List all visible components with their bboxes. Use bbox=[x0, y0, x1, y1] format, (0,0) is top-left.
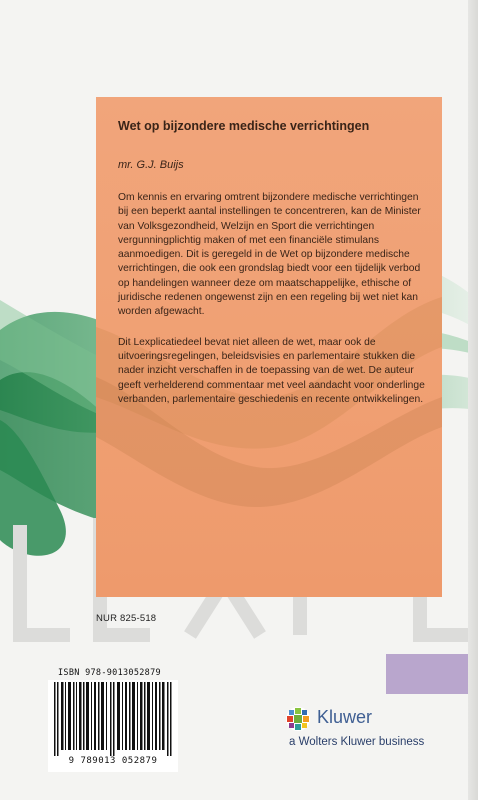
description-paragraph: Om kennis en ervaring omtrent bijzondere medische verrichtingen bij een beperkt aantal instellingen te concentreren, kan de Minister van Volksgezondheid, Welzijn en Sport die verrichtingen vergunningplichtig maken of met een financiële stimulans aanmoedigen. Dit is geregeld in de Wet op bijzondere medische verrichtingen, die ook een grondslag biedt voor een tijdelijk verbod op handelingen wanneer deze om maatschappelijke, ethische of juridische redenen ongewenst zijn en een regeling bij wet niet kan worden afgewacht. bbox=[118, 192, 421, 318]
book-title: Wet op bijzondere medische verrichtingen bbox=[118, 119, 370, 133]
spine-edge bbox=[468, 0, 478, 800]
barcode-icon bbox=[54, 682, 172, 756]
barcode-digits: 9 789013 052879 bbox=[68, 756, 158, 766]
panel-content bbox=[118, 119, 428, 407]
description-panel bbox=[96, 97, 442, 597]
nur-code: NUR 825-518 bbox=[96, 613, 157, 624]
purple-accent-block bbox=[386, 654, 468, 694]
publisher-name: Kluwer bbox=[317, 707, 373, 727]
barcode bbox=[48, 680, 178, 772]
isbn-label: ISBN 978-9013052879 bbox=[58, 668, 161, 678]
publisher-tagline: a Wolters Kluwer business bbox=[289, 736, 425, 748]
book-author: mr. G.J. Buijs bbox=[118, 159, 184, 171]
description-paragraph: Dit Lexplicatiedeel bevat niet alleen de wet, maar ook de uitvoeringsregelingen, beleidsvisies en parlementaire stukken die nader inzicht verschaffen in de toepassing van de wet. De auteur geeft verhelderend commentaar met veel aandacht voor onderlinge verbanden, parlementaire geschiedenis en recente ontwikkelingen. bbox=[118, 336, 425, 405]
kluwer-globe-icon bbox=[285, 706, 311, 732]
